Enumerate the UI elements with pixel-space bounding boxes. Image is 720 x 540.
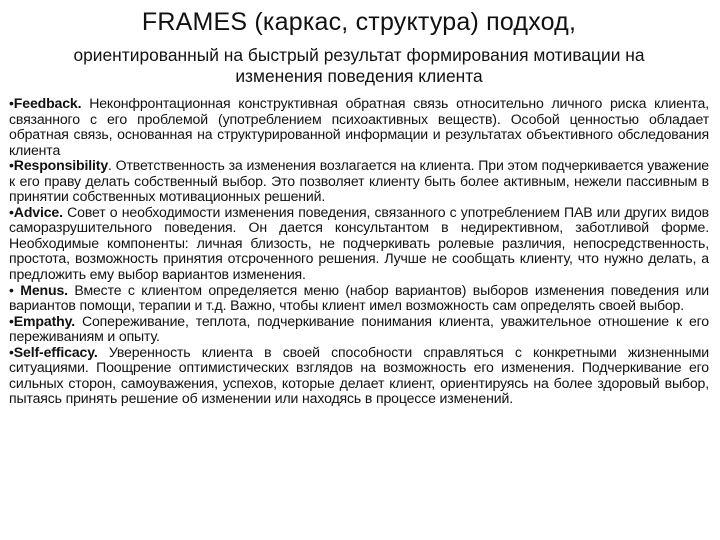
bullet-icon: • [9, 203, 14, 220]
item-text: Совет о необходимости изменения поведения, связанного с употреблением ПАВ или других видов саморазрушительного поведения. Он дается консультантом в недирективном, заботливой форме. Необходимые компоненты: личная близость, не подчеркивать ролевые различия, непосредственность, простота, возможность принятия отсроченного решения. Лучше не сообщать клиенту, что нужно делать, а предложить ему выбор вариантов изменения. [9, 203, 709, 283]
item-text: Уверенность клиента в своей способности справляться с конкретными жизненными ситуациями. Поощрение оптимистических взглядов на возможность его изменения. Подчеркивание его сильных сторон, самоуважения, успехов, которые делает клиент, ориентируясь на более здоровый выбор, пытаясь принять решение об изменении или находясь в процессе изменений. [9, 343, 709, 407]
subtitle-line-1: ориентированный на быстрый результат формирования мотивации на [73, 45, 645, 65]
list-item-menus [9, 283, 709, 314]
page-title: FRAMES (каркас, структура) подход, [141, 8, 577, 36]
list-item-empathy [9, 314, 709, 345]
item-text: Сопереживание, теплота, подчеркивание понимания клиента, уважительное отношение к его переживаниям и опыту. [9, 312, 709, 345]
item-text: Вместе с клиентом определяется меню (набор вариантов) выборов изменения поведения или вариантов помощи, терапии и т.д. Важно, чтобы клиент имел возможность сам определять своей выбор. [9, 281, 709, 314]
item-text: . Ответственность за изменения возлагается на клиента. При этом подчеркивается уважение к его праву делать собственный выбор. Это позволяет клиенту быть более активным, нежели пассивным в принятии собственных мотивационных решений. [9, 157, 709, 205]
list-item-feedback [9, 96, 709, 158]
list-item-self-efficacy [9, 345, 709, 407]
page-subtitle [9, 45, 709, 87]
bullet-icon: • [9, 157, 14, 174]
item-text: Неконфронтационная конструктивная обратная связь относительно личного риска клиента, связанного с его проблемой (употреблением психоактивных веществ). Особой ценностью обладает обратная связь, основанная на структурированной информации и результатах объективного обследования клиента [9, 95, 709, 158]
bullet-icon: • [9, 343, 14, 360]
term-feedback: Feedback. [13, 95, 82, 111]
list-item-advice [9, 205, 709, 283]
term-self-efficacy: Self-efficacy. [13, 343, 98, 360]
term-empathy: Empathy. [13, 312, 75, 329]
term-responsibility: Responsibility [13, 157, 109, 174]
bullet-icon: • [9, 95, 14, 111]
list-item-responsibility [9, 158, 709, 205]
term-advice: Advice. [13, 203, 63, 220]
bullet-icon: • [9, 312, 14, 329]
subtitle-line-2: изменения поведения клиента [235, 66, 483, 86]
bullet-icon: • [9, 281, 14, 298]
term-menus: Menus. [13, 281, 68, 298]
bullet-list [9, 96, 709, 407]
